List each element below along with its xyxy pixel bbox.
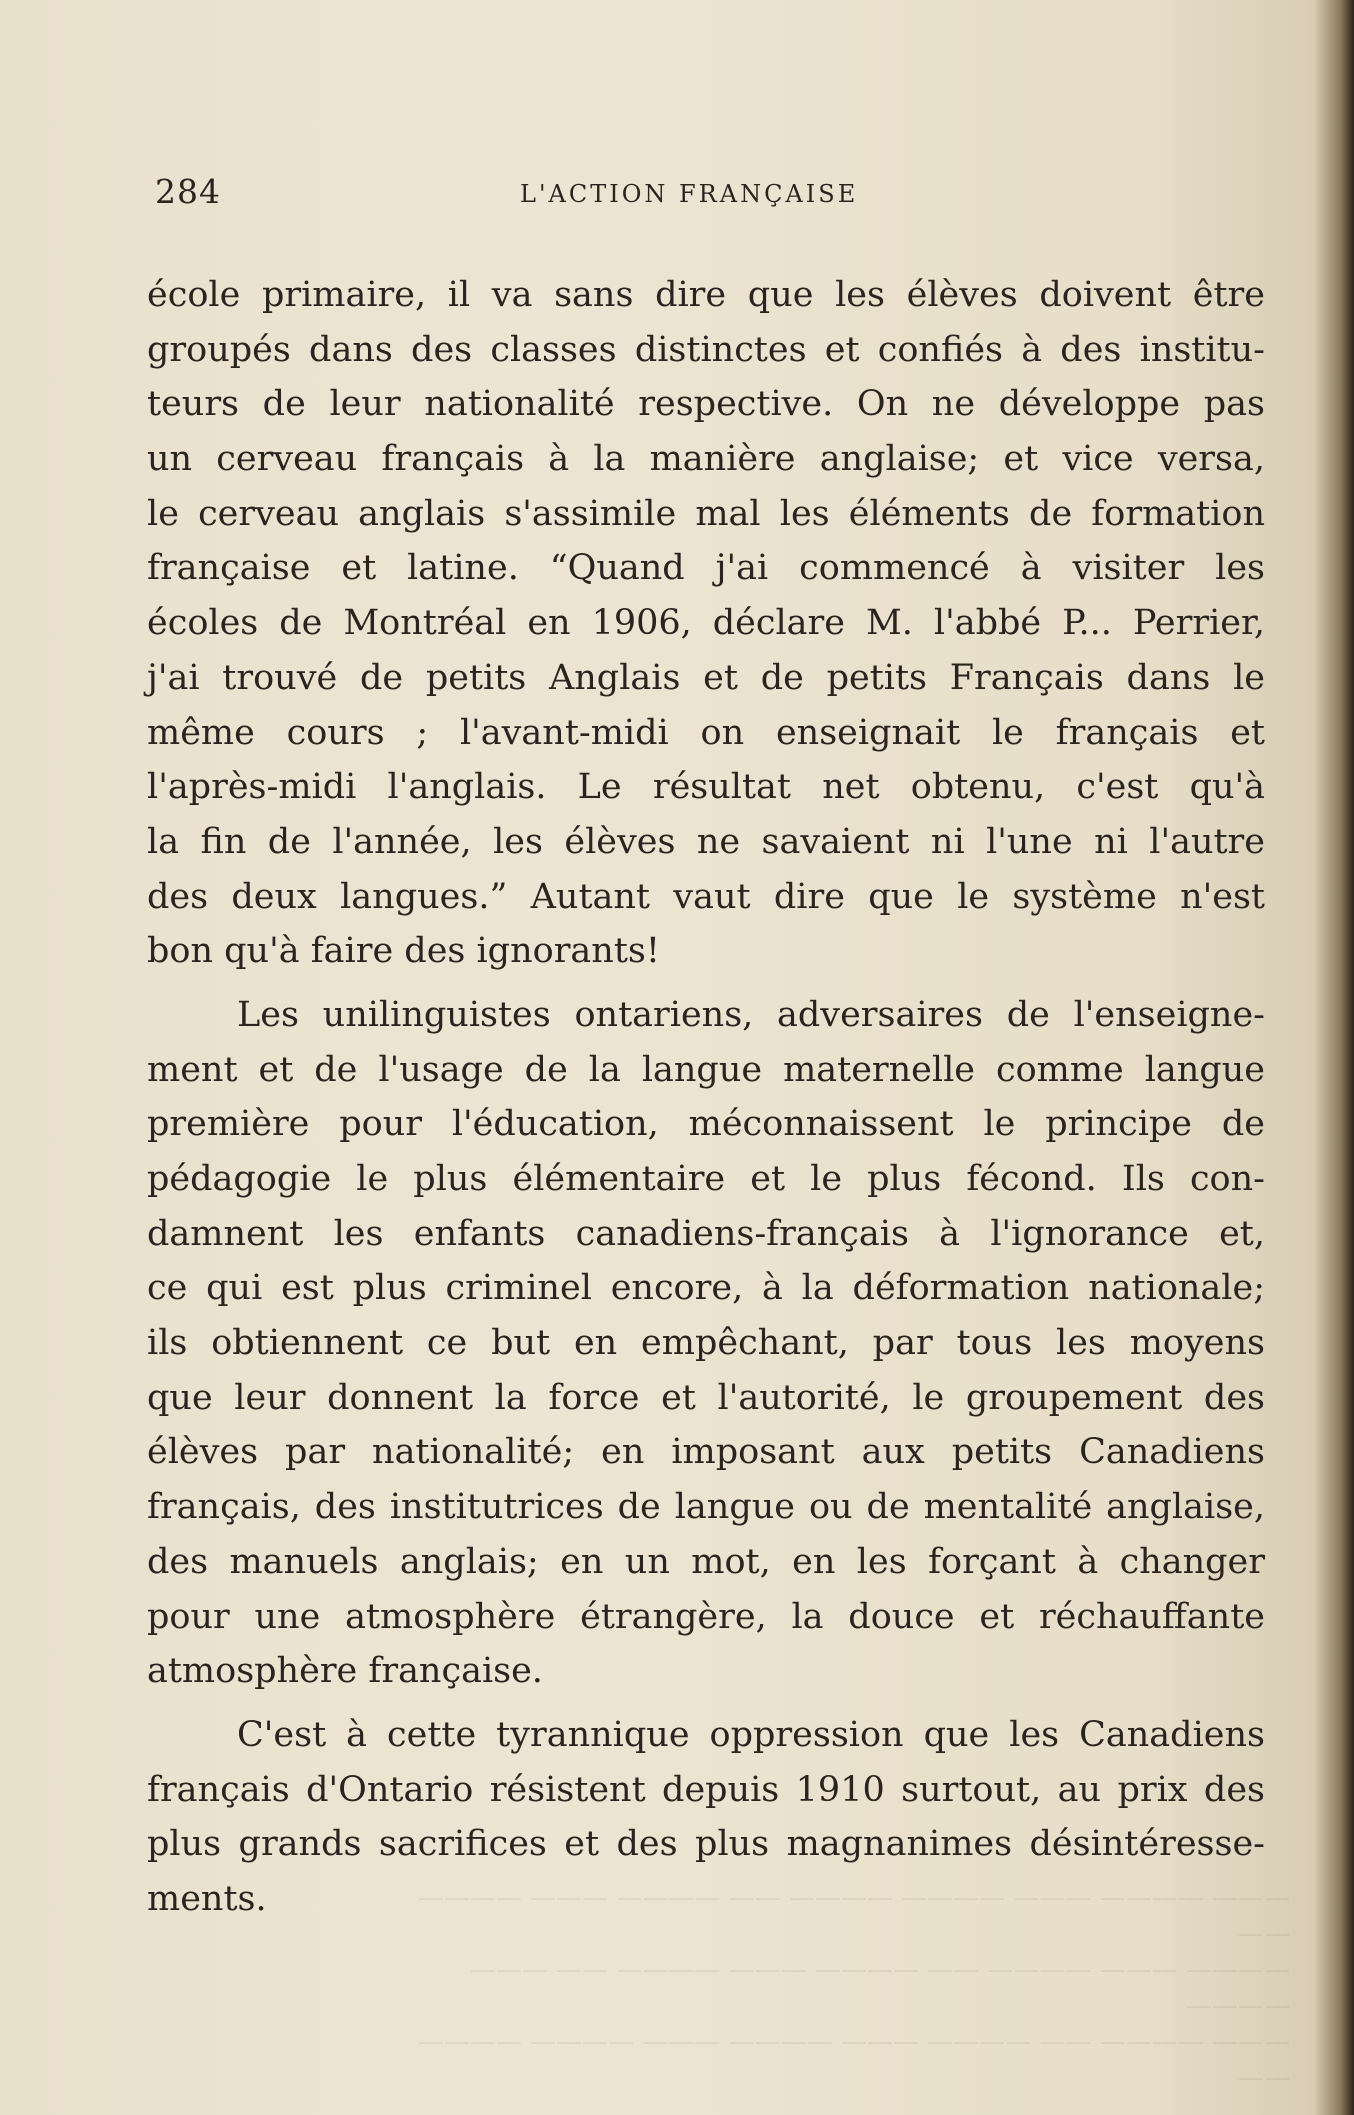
text-line: un cerveau français à la manière anglaise; et vice versa,: [147, 439, 1265, 480]
paragraph-2: [147, 988, 1265, 1699]
text-line: groupés dans des classes distinctes et confiés à des institu-: [147, 329, 1265, 370]
text-line: j'ai trouvé de petits Anglais et de petits Français dans le: [147, 657, 1265, 698]
text-line: ils obtiennent ce but en empêchant, par tous les moyens: [147, 1323, 1265, 1364]
text-line: l'après-midi l'anglais. Le résultat net obtenu, c'est qu'à: [147, 767, 1265, 808]
page-number: 284: [155, 172, 221, 211]
paragraph-3: [147, 1708, 1265, 1927]
text-line: français, des institutrices de langue ou de mentalité anglaise,: [147, 1487, 1265, 1528]
running-title: L'ACTION FRANÇAISE: [520, 180, 859, 208]
text-line: atmosphère française.: [147, 1651, 543, 1692]
text-line: le cerveau anglais s'assimile mal les éléments de formation: [147, 493, 1265, 534]
text-line: teurs de leur nationalité respective. On ne développe pas: [147, 384, 1265, 425]
text-line: ment et de l'usage de la langue maternelle comme langue: [147, 1049, 1265, 1090]
text-line: école primaire, il va sans dire que les élèves doivent être: [147, 275, 1265, 315]
text-line: bon qu'à faire des ignorants!: [147, 931, 660, 972]
text-line: des manuels anglais; en un mot, en les forçant à changer: [147, 1541, 1265, 1582]
text-line: damnent les enfants canadiens-français à l'ignorance et,: [147, 1213, 1265, 1254]
text-line: des deux langues.” Autant vaut dire que le système n'est: [147, 876, 1265, 917]
text-line: français d'Ontario résistent depuis 1910 surtout, au prix des: [147, 1769, 1265, 1810]
text-line: ments.: [147, 1878, 267, 1919]
text-line: écoles de Montréal en 1906, déclare M. l'abbé P... Perrier,: [147, 603, 1265, 644]
text-line: même cours ; l'avant-midi on enseignait le français et: [147, 712, 1265, 753]
text-line: française et latine. “Quand j'ai commencé à visiter les: [147, 548, 1265, 589]
text-line: pédagogie le plus élémentaire et le plus fécond. Ils con-: [147, 1159, 1265, 1199]
bleed-through-texture: ——— ———— ——— ———— ———— —— ———— ——— ———— —— ———— ——— ———— —— ———— ——— ———— —— ——— ———— ——— ———— —— ———— ——— ———— ——— ———— ———— ——: [417, 1883, 1290, 2093]
text-line: ce qui est plus criminel encore, à la déformation nationale;: [147, 1268, 1265, 1309]
text-line: la fin de l'année, les élèves ne savaient ni l'une ni l'autre: [147, 821, 1265, 862]
paragraph-1: [147, 268, 1265, 979]
text-line: que leur donnent la force et l'autorité, le groupement des: [147, 1377, 1265, 1418]
text-line: C'est à cette tyrannique oppression que les Canadiens: [237, 1714, 1265, 1755]
page-header: [155, 172, 1275, 218]
text-line: élèves par nationalité; en imposant aux petits Canadiens: [147, 1432, 1265, 1473]
text-line: pour une atmosphère étrangère, la douce et réchauffante: [147, 1596, 1265, 1637]
body-text: [147, 268, 1265, 1927]
text-line: plus grands sacrifices et des plus magnanimes désintéresse-: [147, 1824, 1265, 1865]
text-line: première pour l'éducation, méconnaissent le principe de: [147, 1104, 1265, 1145]
text-line: Les unilinguistes ontariens, adversaires de l'enseigne-: [237, 994, 1265, 1035]
